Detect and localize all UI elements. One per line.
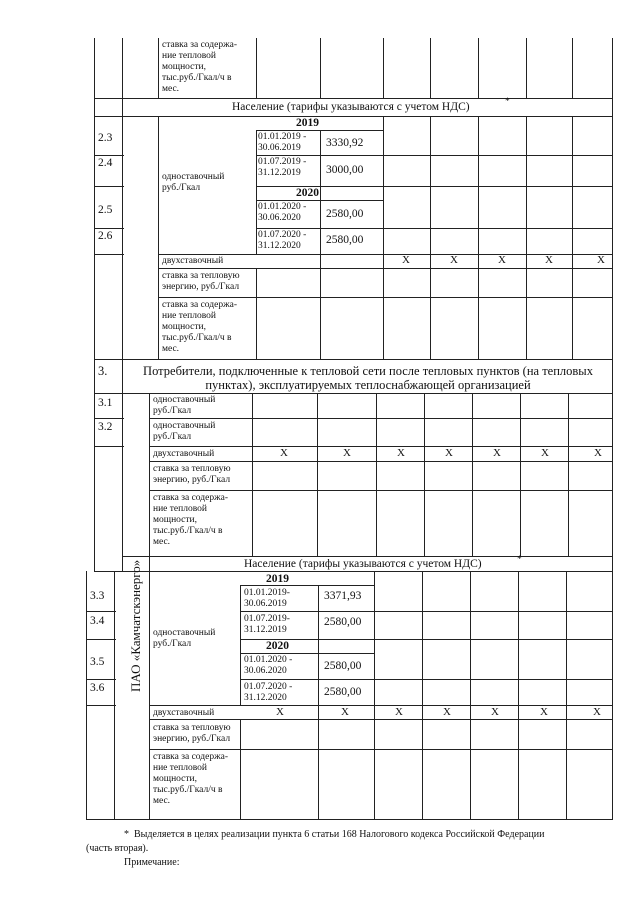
population-header: Население (тарифы указываются с учетом НДС) bbox=[232, 101, 470, 113]
year-heading: 2020 bbox=[296, 187, 319, 199]
population-header: Население (тарифы указываются с учетом НДС) bbox=[244, 558, 482, 570]
period-cell: 01.07.2020 - 31.12.2020 bbox=[244, 682, 293, 703]
tariff-value: 3330,92 bbox=[326, 137, 364, 149]
period-cell: 01.01.2019 - 30.06.2019 bbox=[258, 132, 307, 153]
row-number: 2.6 bbox=[98, 230, 113, 242]
tariff-value: 2580,00 bbox=[324, 616, 362, 628]
row-number: 2.5 bbox=[98, 204, 113, 216]
row-number: 3.3 bbox=[90, 590, 105, 602]
period-cell: 01.01.2020 - 30.06.2020 bbox=[258, 202, 307, 223]
note-label: Примечание: bbox=[124, 857, 180, 868]
tariff-value: 2580,00 bbox=[324, 686, 362, 698]
x-mark: X bbox=[540, 706, 548, 718]
x-mark: X bbox=[395, 706, 403, 718]
period-cell: 01.01.2020 - 30.06.2020 bbox=[244, 655, 293, 676]
year-heading: 2019 bbox=[266, 573, 289, 585]
footnote-mark: * bbox=[517, 555, 522, 565]
period-cell: 01.07.2020 - 31.12.2020 bbox=[258, 230, 307, 251]
x-mark: X bbox=[450, 254, 458, 266]
x-mark: X bbox=[593, 706, 601, 718]
single-rate-label: одноставочный руб./Гкал bbox=[153, 628, 216, 649]
two-rate-label: двухставочный bbox=[153, 708, 215, 718]
tariff-value: 2580,00 bbox=[326, 234, 364, 246]
rate-energy-label: ставка за тепловую энергию, руб./Гкал bbox=[153, 723, 231, 744]
x-mark: X bbox=[545, 254, 553, 266]
rate-energy-label: ставка за тепловую энергию, руб./Гкал bbox=[162, 271, 240, 292]
rate-maintenance-label: ставка за содержа- ние тепловой мощности, тыс.руб./Гкал/ч в мес. bbox=[162, 40, 238, 94]
section-number: 3. bbox=[98, 364, 108, 378]
x-mark: X bbox=[402, 254, 410, 266]
footnote-text-continued: (часть вторая). bbox=[86, 843, 149, 854]
period-cell: 01.01.2019- 30.06.2019 bbox=[244, 588, 290, 609]
tariff-value: 3000,00 bbox=[326, 164, 364, 176]
period-cell: 01.07.2019 - 31.12.2019 bbox=[258, 157, 307, 178]
rate-maintenance-label: ставка за содержа- ние тепловой мощности, тыс.руб./Гкал/ч в мес. bbox=[153, 493, 229, 547]
row-number: 3.1 bbox=[98, 397, 113, 409]
row-number: 3.6 bbox=[90, 682, 105, 694]
x-mark: X bbox=[491, 706, 499, 718]
tariff-value: 2580,00 bbox=[326, 208, 364, 220]
x-mark: X bbox=[341, 706, 349, 718]
x-mark: X bbox=[594, 447, 602, 459]
row-number: 3.5 bbox=[90, 656, 105, 668]
tariff-value: 3371,93 bbox=[324, 590, 362, 602]
two-rate-label: двухставочный bbox=[153, 449, 215, 459]
x-mark: X bbox=[493, 447, 501, 459]
single-rate-label: одноставочный руб./Гкал bbox=[162, 172, 225, 193]
footnote-mark: * bbox=[505, 97, 510, 107]
two-rate-label: двухставочный bbox=[162, 256, 224, 266]
organization-name: ПАО «Камчатскэнерго» bbox=[128, 559, 143, 692]
x-mark: X bbox=[343, 447, 351, 459]
section-heading: Потребители, подключенные к тепловой сети после тепловых пунктов (на тепловых пунктах), эксплуатируемых теплоснабжающей организацией bbox=[143, 364, 593, 392]
x-mark: X bbox=[445, 447, 453, 459]
x-mark: X bbox=[276, 706, 284, 718]
year-heading: 2019 bbox=[296, 117, 319, 129]
x-mark: X bbox=[541, 447, 549, 459]
row-number: 2.3 bbox=[98, 132, 113, 144]
row-number: 2.4 bbox=[98, 157, 113, 169]
rate-maintenance-label: ставка за содержа- ние тепловой мощности, тыс.руб./Гкал/ч в мес. bbox=[153, 752, 229, 806]
x-mark: X bbox=[597, 254, 605, 266]
rate-maintenance-label: ставка за содержа- ние тепловой мощности, тыс.руб./Гкал/ч в мес. bbox=[162, 300, 238, 354]
row-number: 3.2 bbox=[98, 421, 113, 433]
year-heading: 2020 bbox=[266, 640, 289, 652]
single-rate-label: одноставочный руб./Гкал bbox=[153, 395, 216, 416]
single-rate-label: одноставочный руб./Гкал bbox=[153, 421, 216, 442]
row-number: 3.4 bbox=[90, 615, 105, 627]
rate-energy-label: ставка за тепловую энергию, руб./Гкал bbox=[153, 464, 231, 485]
x-mark: X bbox=[397, 447, 405, 459]
x-mark: X bbox=[280, 447, 288, 459]
period-cell: 01.07.2019- 31.12.2019 bbox=[244, 614, 290, 635]
x-mark: X bbox=[498, 254, 506, 266]
x-mark: X bbox=[443, 706, 451, 718]
tariff-value: 2580,00 bbox=[324, 660, 362, 672]
footnote-text: * Выделяется в целях реализации пункта 6 статьи 168 Налогового кодекса Российской Федерации bbox=[124, 829, 545, 840]
